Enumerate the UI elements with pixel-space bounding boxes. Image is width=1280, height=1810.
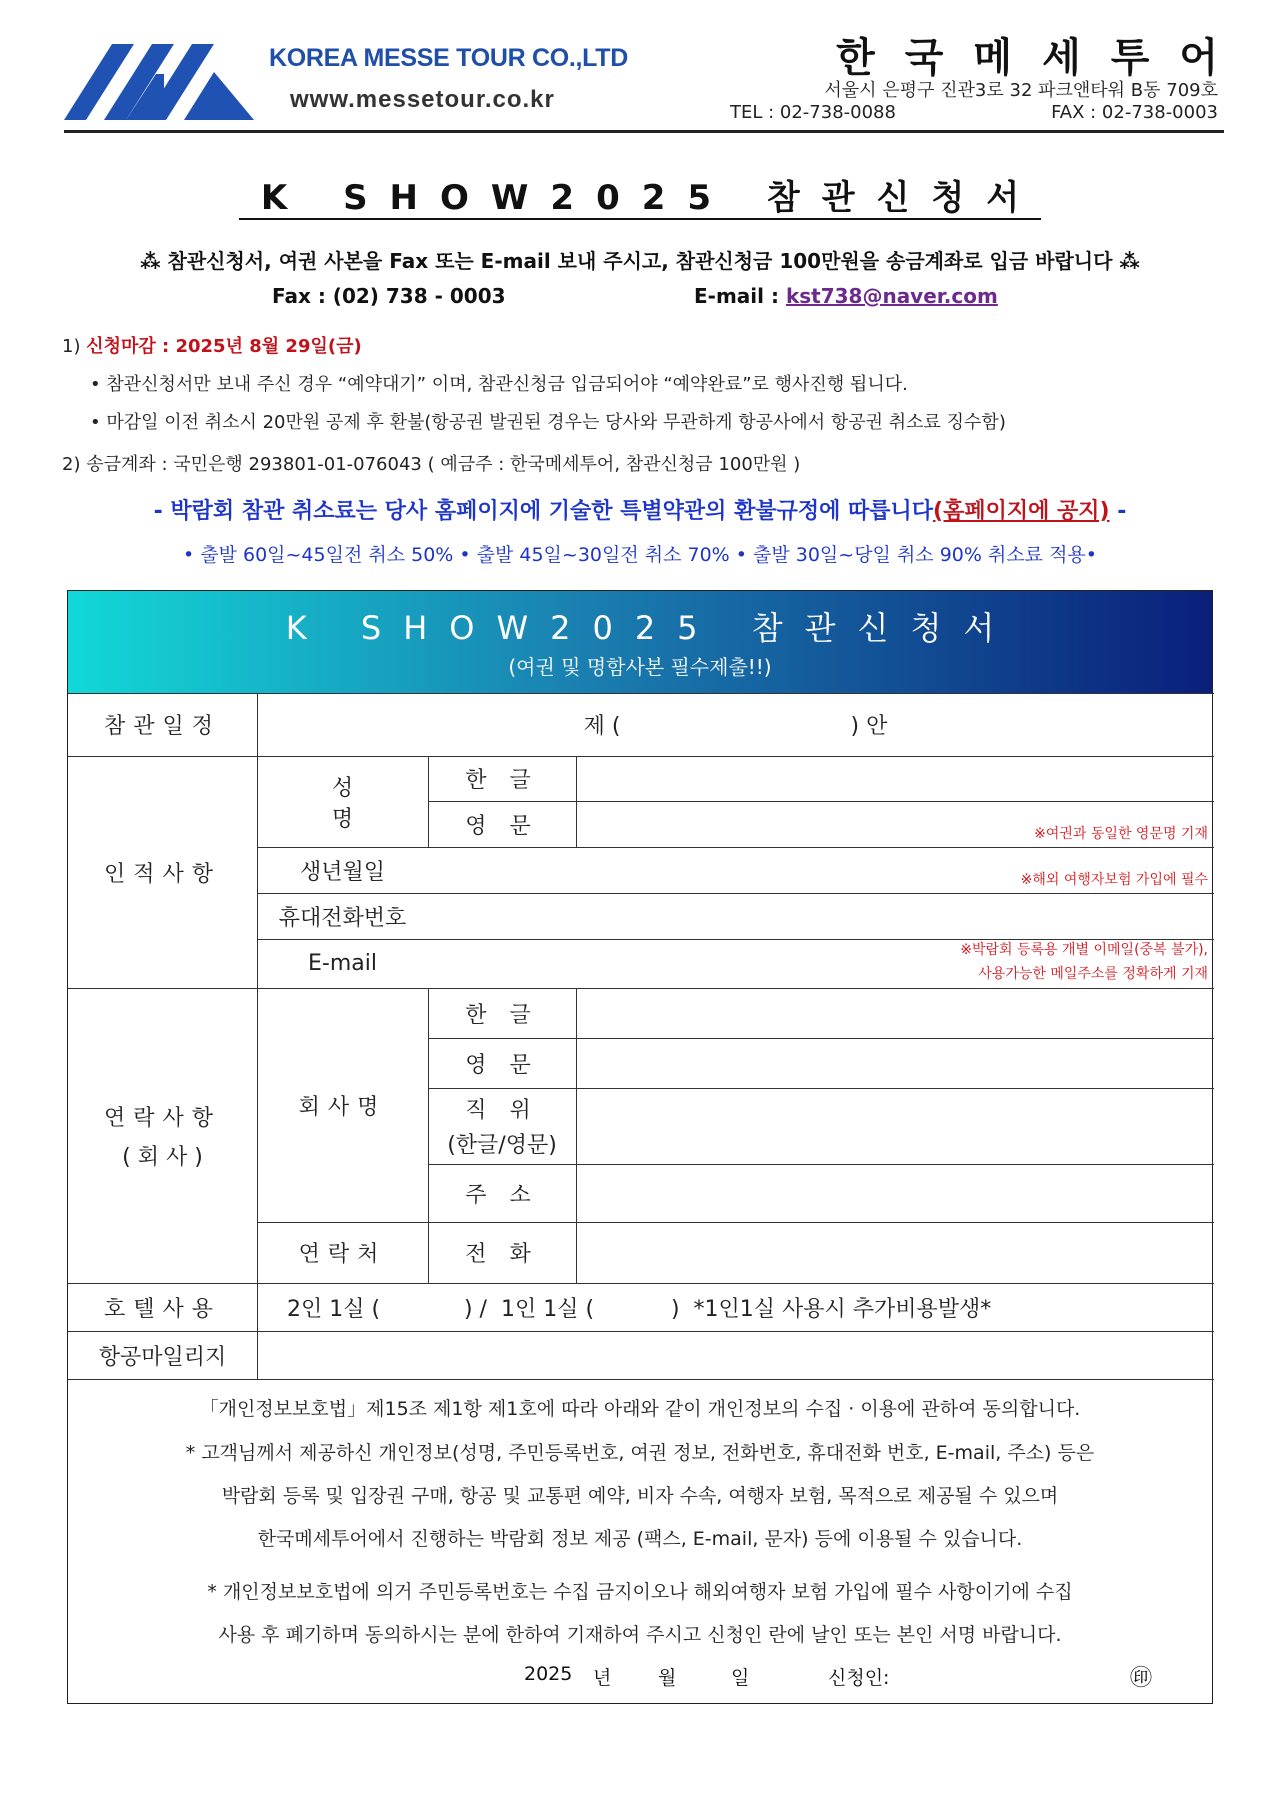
consent-line-6: 사용 후 폐기하며 동의하시는 분에 한하여 기재하여 주시고 신청인 란에 날인 또는 본인 서명 바랍니다. — [218, 1624, 1062, 1646]
mileage-field[interactable] — [257, 1331, 1214, 1379]
company-contact-label: 연락사항 ( 회 사 ) — [103, 1105, 221, 1170]
email-note-2: 사용가능한 메일주소를 정확하게 기재 — [978, 966, 1208, 982]
schedule-label: 참관일정 — [103, 714, 221, 739]
cancellation-rates: • 출발 60일~45일전 취소 50% • 출발 45일~30일전 취소 70% • 출발 30일~당일 취소 90% 취소료 적용• — [182, 544, 1097, 566]
company-logo-icon — [64, 42, 254, 122]
company-fax: FAX : 02-738-0003 — [1051, 102, 1218, 123]
personal-info-label: 인적사항 — [103, 861, 221, 887]
position-label: 직 위 (한글/영문) — [447, 1098, 557, 1158]
contact-fax: Fax : (02) 738 - 0003 — [272, 284, 506, 308]
company-korean-label: 한 글 — [465, 1002, 539, 1028]
email-note-1: ※박람회 등록용 개별 이메일(중복 불가), — [960, 942, 1208, 958]
birth-label: 생년월일 — [299, 859, 385, 885]
page-title: K SHOW2025 참관신청서 — [0, 178, 1280, 220]
sign-month: 월 — [658, 1667, 677, 1689]
position-field[interactable] — [576, 1088, 1214, 1164]
sign-year-unit: 년 — [593, 1667, 612, 1689]
email-link[interactable]: kst738@naver.com — [785, 284, 998, 308]
name-english-label: 영 문 — [465, 813, 539, 839]
mobile-field[interactable] — [428, 893, 1214, 939]
contact-email: E-mail : kst738@naver.com — [694, 284, 998, 308]
company-address-label: 주 소 — [465, 1182, 539, 1208]
name-korean-field[interactable] — [576, 756, 1214, 801]
note-reservation: • 참관신청서만 보내 주신 경우 “예약대기” 이며, 참관신청금 입금되어야 “예약완료”로 행사진행 됩니다. — [90, 374, 908, 395]
sign-day: 일 — [731, 1667, 750, 1689]
note-cancellation: • 마감일 이전 취소시 20만원 공제 후 환불(항공권 발권된 경우는 당사와 무관하게 항공사에서 항공권 취소료 징수함) — [90, 412, 1006, 433]
bank-account: 2) 송금계좌 : 국민은행 293801-01-076043 ( 예금주 : 한국메세투어, 참관신청금 100만원 ) — [62, 454, 801, 475]
company-address-field[interactable] — [576, 1164, 1214, 1222]
insurance-note: ※해외 여행자보험 가입에 필수 — [1020, 872, 1208, 888]
company-url[interactable]: www.messetour.co.kr — [290, 86, 555, 113]
form-banner — [68, 591, 1212, 693]
phone-field[interactable] — [576, 1222, 1214, 1283]
schedule-field[interactable]: 제 ( ) 안 — [583, 714, 888, 739]
company-address: 서울시 은평구 진관3로 32 파크앤타워 B동 709호 — [824, 80, 1218, 101]
company-english-label: 영 문 — [465, 1052, 539, 1078]
consent-line-5: * 개인정보보호법에 의거 주민등록번호는 수집 금지이오나 해외여행자 보험 가입에 필수 사항이기에 수집 — [207, 1581, 1073, 1603]
passport-note: ※여권과 동일한 영문명 기재 — [1034, 826, 1208, 842]
company-tel: TEL : 02-738-0088 — [730, 102, 896, 123]
mileage-label: 항공마일리지 — [98, 1344, 227, 1370]
applicant-label: 신청인: — [828, 1667, 890, 1689]
company-name-label: 회사명 — [298, 1094, 387, 1120]
seal-icon[interactable]: ㊞ — [1130, 1666, 1153, 1691]
mobile-label: 휴대전화번호 — [278, 905, 407, 931]
form-subtitle: (여권 및 명함사본 필수제출!!) — [508, 655, 772, 679]
consent-line-4: 한국메세투어에서 진행하는 박람회 정보 제공 (팩스, E-mail, 문자) 등에 이용될 수 있습니다. — [257, 1528, 1023, 1550]
name-korean-label: 한 글 — [465, 768, 539, 793]
company-name-kr: 한국메세투어 — [836, 35, 1248, 81]
phone-label: 전 화 — [465, 1242, 539, 1267]
form-title: K SHOW2025 참관신청서 — [285, 609, 1017, 647]
submission-notice: ⁂ 참관신청서, 여권 사본을 Fax 또는 E-mail 보내 주시고, 참관신청금 100만원을 송금계좌로 입금 바랍니다 ⁂ — [140, 249, 1140, 273]
consent-line-2: * 고객님께서 제공하신 개인정보(성명, 주민등록번호, 여권 정보, 전화번호, 휴대전화 번호, E-mail, 주소) 등은 — [185, 1442, 1095, 1464]
application-form — [67, 590, 1213, 1704]
consent-line-3: 박람회 등록 및 입장권 구매, 항공 및 교통편 예약, 비자 수속, 여행자 보험, 목적으로 제공될 수 있으며 — [221, 1485, 1059, 1507]
company-korean-field[interactable] — [576, 988, 1214, 1038]
contact-number-label: 연락처 — [298, 1242, 387, 1267]
sign-year: 2025 — [524, 1663, 573, 1685]
name-label: 성 명 — [331, 775, 394, 832]
consent-line-1: 「개인정보보호법」제15조 제1항 제1호에 따라 아래와 같이 개인정보의 수집 · 이용에 관하여 동의합니다. — [199, 1398, 1081, 1420]
hotel-field[interactable]: 2인 1실 ( ) / 1인 1실 ( ) *1인1실 사용시 추가비용발생* — [287, 1296, 992, 1322]
deadline-item: 1) 신청마감 : 2025년 8월 29일(금) — [62, 336, 362, 357]
company-name-en: KOREA MESSE TOUR CO.,LTD — [269, 44, 629, 72]
refund-policy: - 박람회 참관 취소료는 당사 홈페이지에 기술한 특별약관의 환불규정에 따릅니다(홈페이지에 공지) - — [153, 499, 1127, 524]
company-english-field[interactable] — [576, 1038, 1214, 1088]
email-label: E-mail — [308, 951, 377, 976]
letterhead — [64, 26, 1248, 134]
hotel-label: 호텔사용 — [103, 1296, 221, 1322]
header-divider — [64, 130, 1224, 133]
